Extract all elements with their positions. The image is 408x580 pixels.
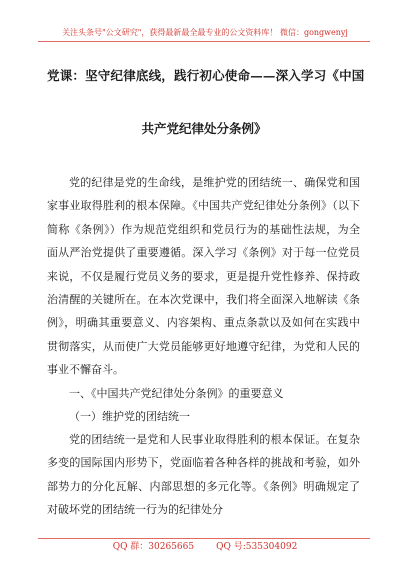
- subsection-heading: （一）维护党的团结统一: [69, 410, 190, 423]
- document-title-line-2: 共产党纪律处分条例》: [141, 121, 267, 136]
- footer-qq-number: QQ 号:535304092: [216, 542, 298, 552]
- footer-qq-group: QQ 群：30265665: [112, 542, 195, 552]
- body-paragraph: 党的团结统一是党和人民事业取得胜利的根本保证。在复杂多变的国际国内形势下，党面临着各种各样的挑战和考验，如外部势力的分化瓦解、内部思想的多元化等。《条例》明确规定了对破坏党的团结统一行为的纪律处分: [47, 433, 360, 517]
- footer-divider: [38, 538, 370, 539]
- section-heading: 一、《中国共产党纪律处分条例》的重要意义: [69, 387, 284, 400]
- header-divider: [38, 41, 370, 42]
- document-title-line-1: 党课：坚守纪律底线，践行初心使命——深入学习《中国: [47, 68, 365, 83]
- intro-paragraph: 党的纪律是党的生命线，是维护党的团结统一、确保党和国家事业取得胜利的根本保障。《中国共产党纪律处分条例》（以下简称《条例》）作为规范党组织和党员行为的基础性法规，为全面从严治党提供了重要遵循。深入学习《条例》对于每一位党员来说，不仅是履行党员义务的要求，更是提升党性修养、保持政治清醒的关键所在。在本次党课中，我们将全面深入地解读《条例》，明确其重要意义、内容架构、重点条款以及如何在实践中贯彻落实，从而使广大党员能够更好地遵守纪律，为党和人民的事业不懈奋斗。: [47, 176, 360, 377]
- footer-contact: [40, 541, 370, 553]
- header-banner: 关注头条号"公文研究"，获得最新最全最专业的公文资料库！ 微信：gongwenyj: [62, 28, 348, 37]
